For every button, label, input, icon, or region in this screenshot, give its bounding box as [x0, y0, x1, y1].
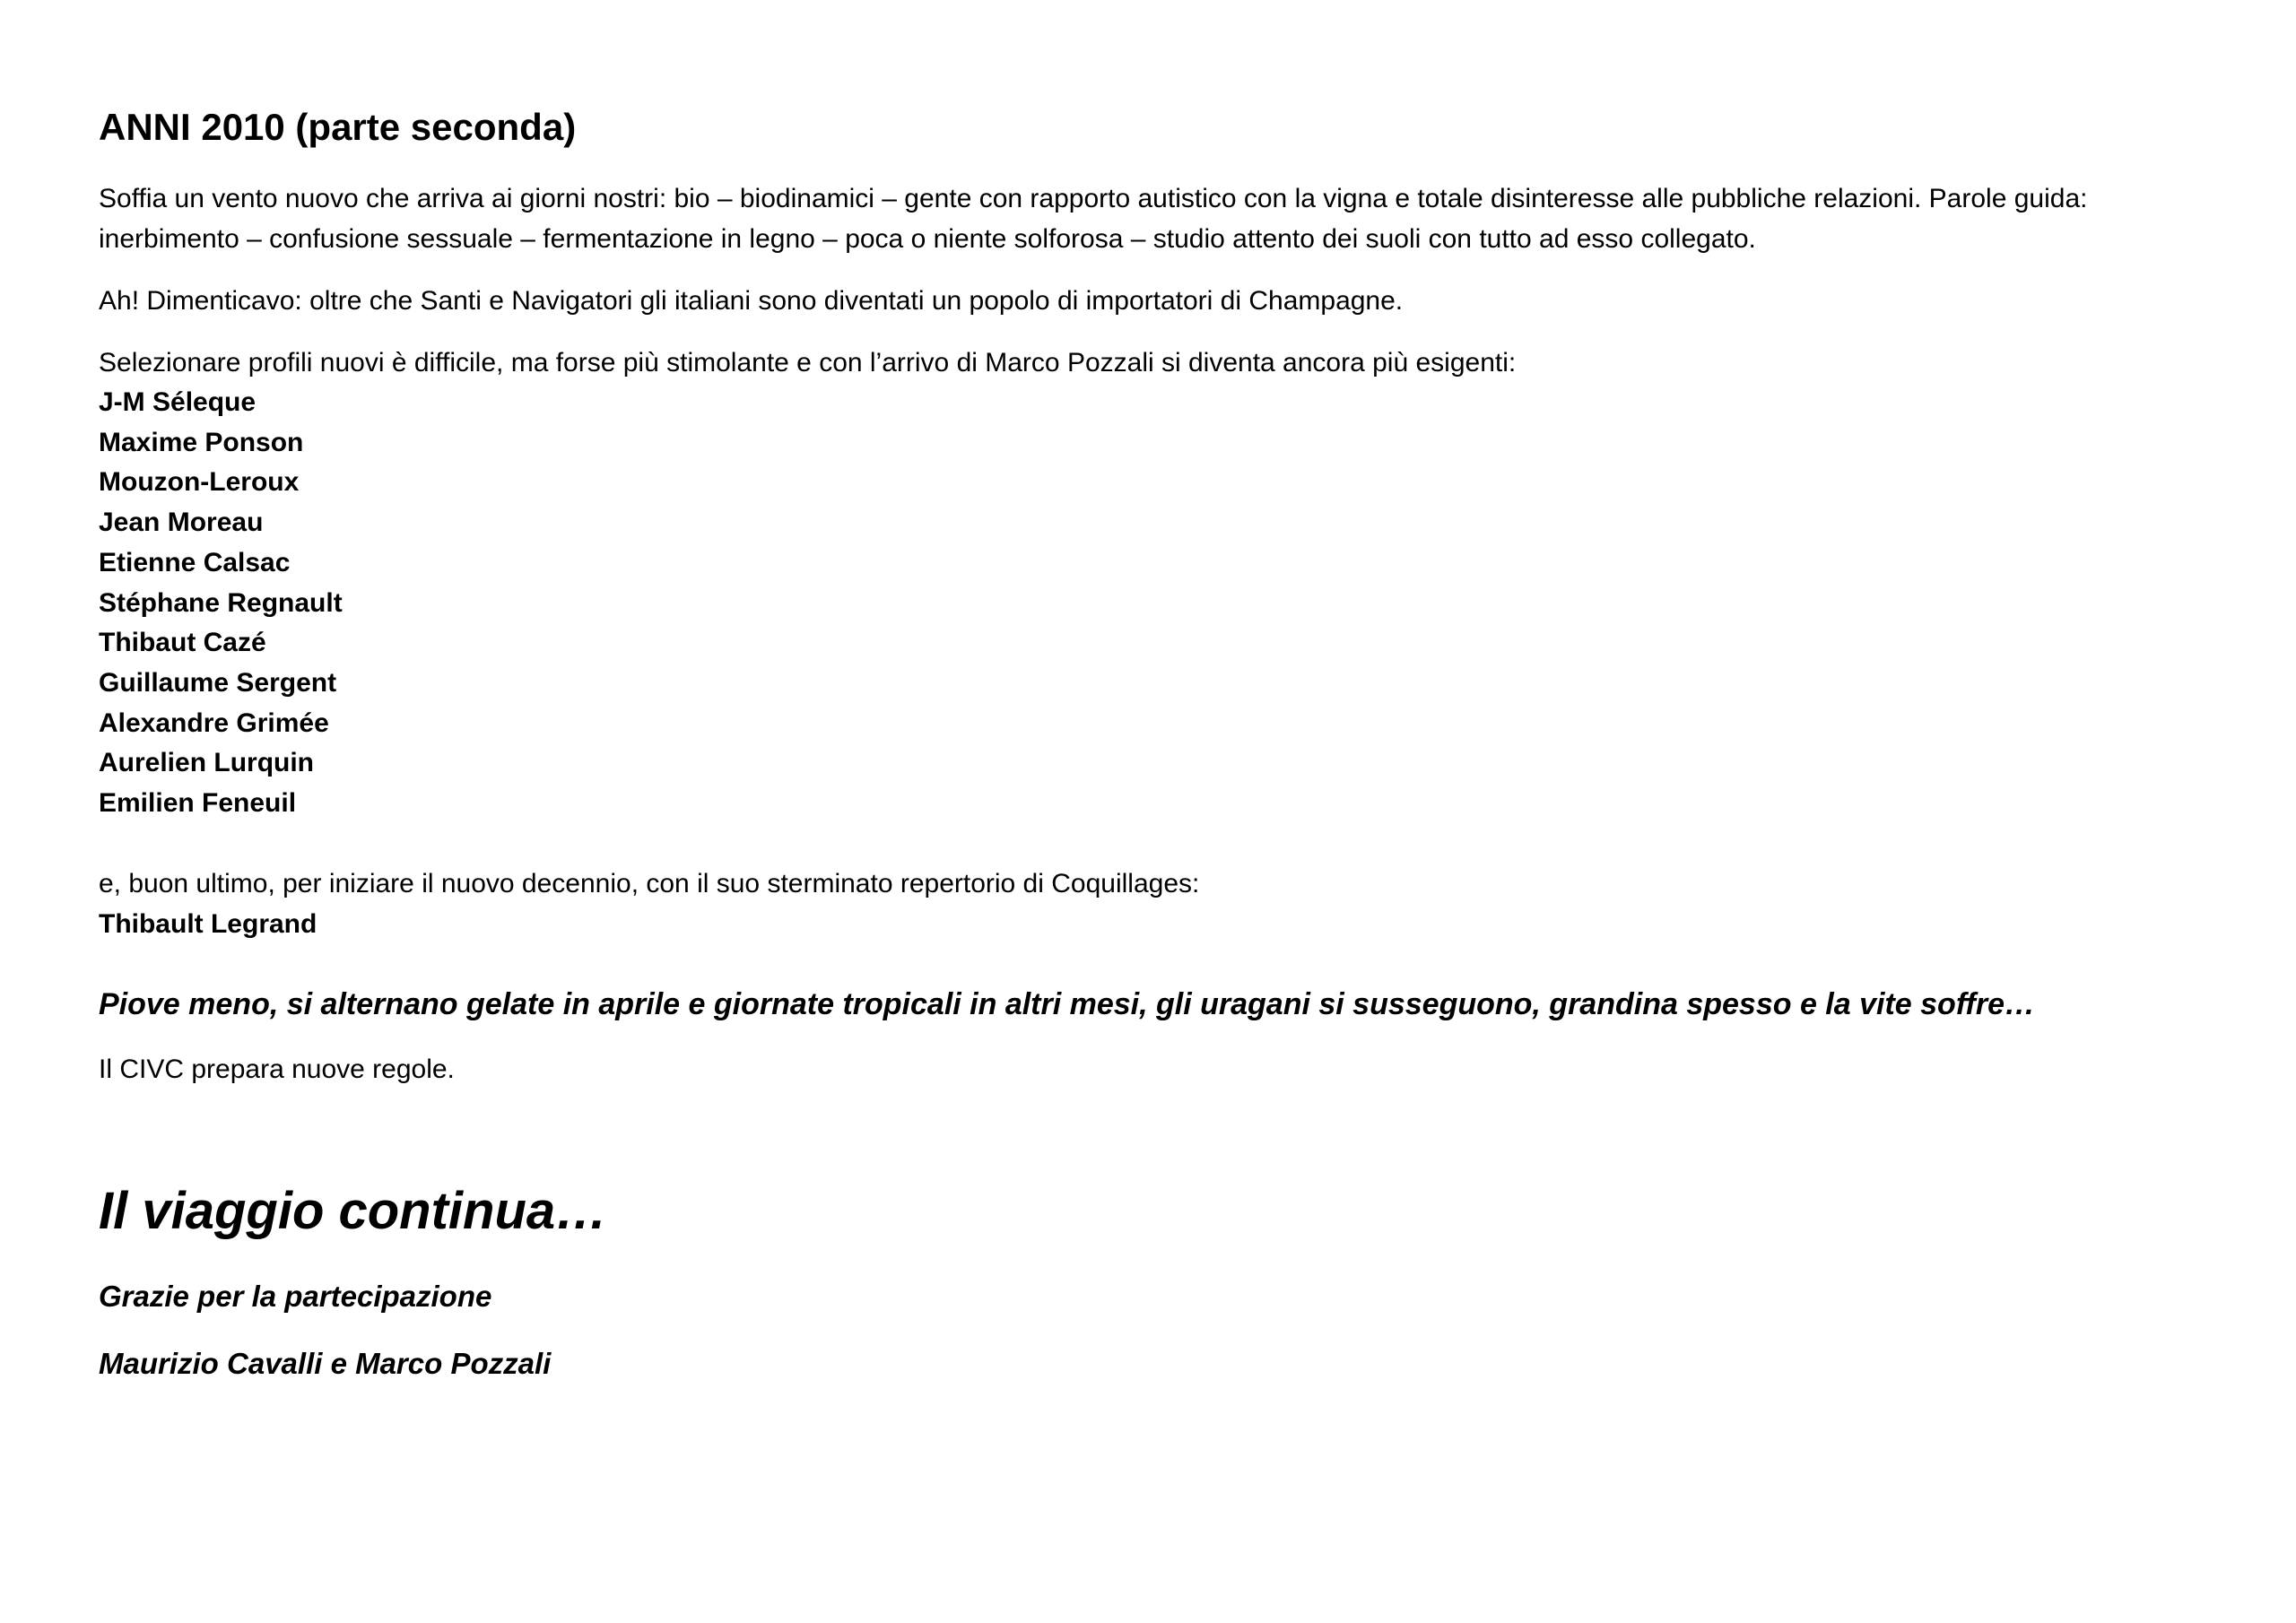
producer-list: [99, 383, 343, 824]
section-heading: ANNI 2010 (parte seconda): [99, 106, 577, 148]
producer-name: Stéphane Regnault: [99, 587, 343, 618]
producer-name: Emilien Feneuil: [99, 788, 297, 819]
authors-line: Maurizio Cavalli e Marco Pozzali: [99, 1347, 552, 1380]
climate-note: Piove meno, si alternano gelate in aprile e giornate tropicali in altri mesi, gli uragani si susseguono, grandina spesso e la vite soffre…: [99, 987, 2035, 1021]
civc-note: Il CIVC prepara nuove regole.: [99, 1055, 455, 1084]
intro-line-2: inerbimento – confusione sessuale – fermentazione in legno – poca o niente solforosa – studio attento dei suoli con tutto ad esso collegato.: [99, 224, 1756, 254]
producer-name: Maxime Ponson: [99, 427, 304, 457]
closing-title: Il viaggio continua…: [99, 1182, 608, 1240]
producer-name: Alexandre Grimée: [99, 707, 329, 738]
producer-name: Aurelien Lurquin: [99, 748, 314, 778]
producer-name: Guillaume Sergent: [99, 667, 337, 698]
producer-name: Mouzon-Leroux: [99, 467, 300, 498]
producer-name: Jean Moreau: [99, 508, 264, 538]
last-intro: e, buon ultimo, per iniziare il nuovo decennio, con il suo sterminato repertorio di Coquillages:: [99, 869, 1200, 898]
thanks-line: Grazie per la partecipazione: [99, 1280, 492, 1313]
intro-line-1: Soffia un vento nuovo che arriva ai giorni nostri: bio – biodinamici – gente con rapporto autistico con la vigna e totale disinteresse alle pubbliche relazioni. Parole guida:: [99, 184, 2088, 213]
producer-name: Thibaut Cazé: [99, 628, 266, 658]
producer-name: J-M Séleque: [99, 387, 257, 417]
selection-intro: Selezionare profili nuovi è difficile, ma forse più stimolante e con l’arrivo di Marco Pozzali si diventa ancora più esigenti:: [99, 348, 1517, 378]
aside-paragraph: Ah! Dimenticavo: oltre che Santi e Navigatori gli italiani sono diventati un popolo di importatori di Champagne.: [99, 286, 1404, 316]
last-producer: Thibault Legrand: [99, 909, 317, 939]
producer-name: Etienne Calsac: [99, 547, 291, 577]
